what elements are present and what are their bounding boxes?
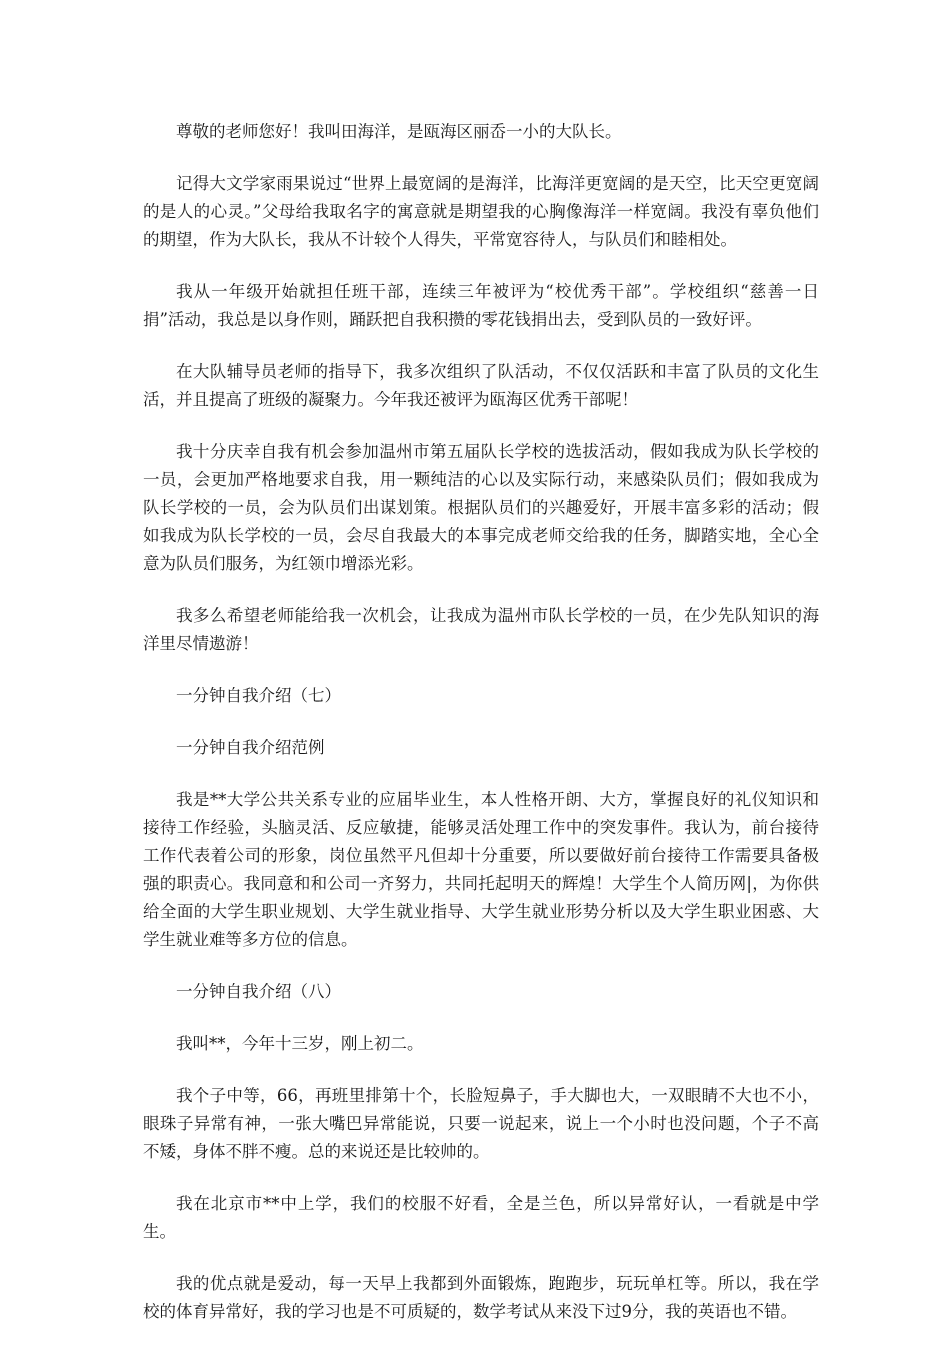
paragraph-closing-wish: 我多么希望老师能给我一次机会，让我成为温州市队长学校的一员，在少先队知识的海洋里尽情遨游！	[143, 606, 819, 653]
paragraph-age-intro: 我叫**，今年十三岁，刚上初二。	[176, 1034, 424, 1053]
paragraph-team-school-goals: 我十分庆幸自我有机会参加温州市第五届队长学校的选拔活动，假如我成为队长学校的一员，会更加严格地要求自我，用一颗纯洁的心以及实际行动，来感染队员们；假如我成为队长学校的一员，会为队员们出谋划策。根据队员们的兴趣爱好，开展丰富多彩的活动；假如我成为队长学校的一员，会尽自我最大的本事完成老师交给我的任务，脚踏实地，全心全意为队员们服务，为红领巾增添光彩。	[143, 442, 819, 573]
paragraph-team-activities: 在大队辅导员老师的指导下，我多次组织了队活动，不仅仅活跃和丰富了队员的文化生活，并且提高了班级的凝聚力。今年我还被评为瓯海区优秀干部呢！	[143, 362, 819, 409]
paragraph-graduate-intro: 我是**大学公共关系专业的应届毕业生，本人性格开朗、大方，掌握良好的礼仪知识和接待工作经验，头脑灵活、反应敏捷，能够灵活处理工作中的突发事件。我认为，前台接待工作代表着公司的形象，岗位虽然平凡但却十分重要，所以要做好前台接待工作需要具备极强的职责心。我同意和和公司一齐努力，共同托起明天的辉煌！大学生个人简历网|，为你供给全面的大学生职业规划、大学生就业指导、大学生就业形势分析以及大学生职业困惑、大学生就业难等多方位的信息。	[143, 790, 819, 949]
paragraph-class-cadre: 我从一年级开始就担任班干部，连续三年被评为“校优秀干部”。学校组织“慈善一日捐”活动，我总是以身作则，踊跃把自我积攒的零花钱捐出去，受到队员的一致好评。	[143, 282, 819, 329]
section-heading-eight: 一分钟自我介绍（八）	[176, 982, 341, 1001]
section-heading-seven: 一分钟自我介绍（七）	[176, 686, 341, 705]
paragraph-greeting: 尊敬的老师您好！我叫田海洋，是瓯海区丽岙一小的大队长。	[176, 122, 622, 141]
document-body	[143, 118, 819, 1350]
paragraph-school: 我在北京市**中上学，我们的校服不好看，全是兰色，所以异常好认，一看就是中学生。	[143, 1194, 819, 1241]
paragraph-appearance: 我个子中等，66，再班里排第十个，长脸短鼻子，手大脚也大，一双眼睛不大也不小，眼珠子异常有神，一张大嘴巴异常能说，只要一说起来，说上一个小时也没问题，个子不高不矮，身体不胖不瘦。总的来说还是比较帅的。	[143, 1086, 819, 1161]
paragraph-name-meaning: 记得大文学家雨果说过“世界上最宽阔的是海洋，比海洋更宽阔的是天空，比天空更宽阔的是人的心灵。”父母给我取名字的寓意就是期望我的心胸像海洋一样宽阔。我没有辜负他们的期望，作为大队长，我从不计较个人得失，平常宽容待人，与队员们和睦相处。	[143, 174, 819, 249]
paragraph-strengths: 我的优点就是爱动，每一天早上我都到外面锻炼，跑跑步，玩玩单杠等。所以，我在学校的体育异常好，我的学习也是不可质疑的，数学考试从来没下过9分，我的英语也不错。	[143, 1274, 819, 1321]
section-subheading-example: 一分钟自我介绍范例	[176, 738, 325, 757]
